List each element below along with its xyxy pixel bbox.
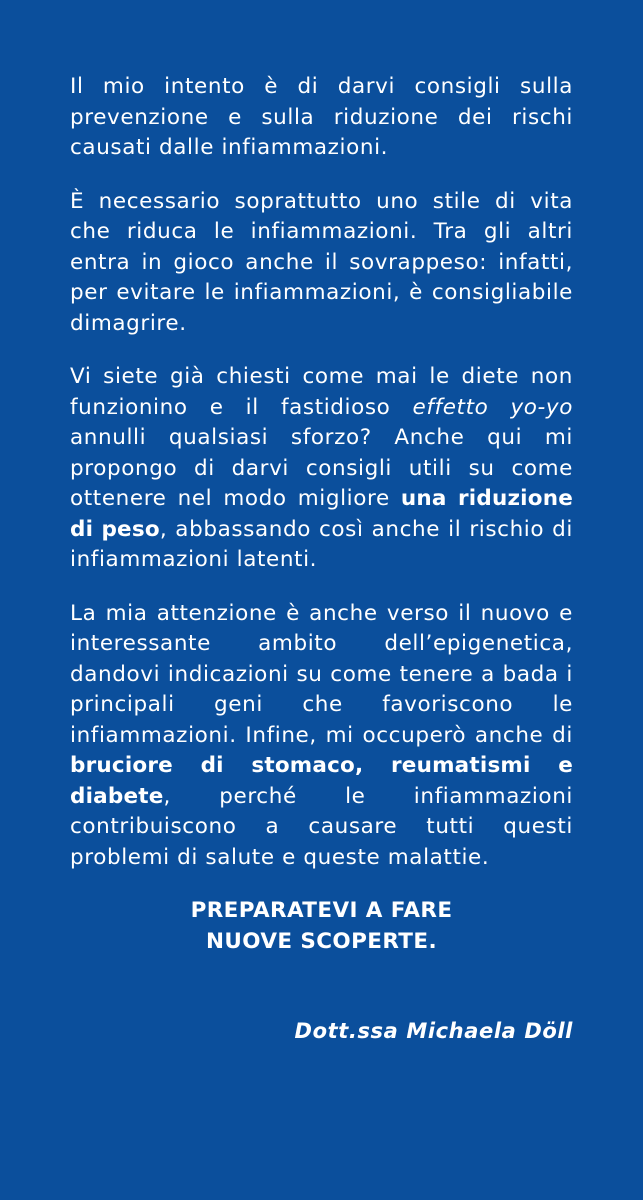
yo-yo-effect-term: effetto yo-yo [412,394,573,420]
paragraph-epigenetics [70,599,573,874]
diseases-highlight: bruciore di stomaco, reumatismi e diabete [70,753,573,809]
callout-line-2: NUOVE SCOPERTE. [205,928,438,954]
paragraph-diets-text-1: Vi siete già chiesti come mai le diete non funzionino e il fastidioso [70,364,573,420]
callout-line-1: PREPARATEVI A FARE [190,898,453,923]
weight-reduction-highlight: una riduzione di peso [70,486,573,542]
paragraph-epigenetics-text-2: , perché le infiammazioni contribuiscono a causare tutti questi problemi di salute e queste malattie. [70,783,573,870]
paragraph-diets-text-3: , abbassando così anche il rischio di infiammazioni latenti. [70,516,573,572]
paragraph-intent [70,72,573,164]
paragraph-lifestyle [70,187,573,340]
paragraph-diets [70,362,573,576]
paragraph-epigenetics-text-1: La mia attenzione è anche verso il nuovo e interessante ambito dell’epigenetica, dandovi indicazioni su come tenere a bada i principali geni che favoriscono le infiammazioni. Infine, mi occuperò anche di [70,600,573,748]
paragraph-intent-text: Il mio intento è di darvi consigli sulla prevenzione e sulla riduzione dei rischi causati dalle infiammazioni. [70,74,573,160]
paragraph-lifestyle-text: È necessario soprattutto uno stile di vita che riduca le infiammazioni. Tra gli altri entra in gioco anche il sovrappeso: infatti, per evitare le infiammazioni, è consigliabile dimagrire. [70,188,573,336]
paragraph-diets-text-2: annulli qualsiasi sforzo? Anche qui mi propongo di darvi consigli utili su come ottenere nel modo migliore [70,425,573,511]
callout-heading [70,896,573,957]
author-signature: Dott.ssa Michaela Döll [294,1019,573,1043]
